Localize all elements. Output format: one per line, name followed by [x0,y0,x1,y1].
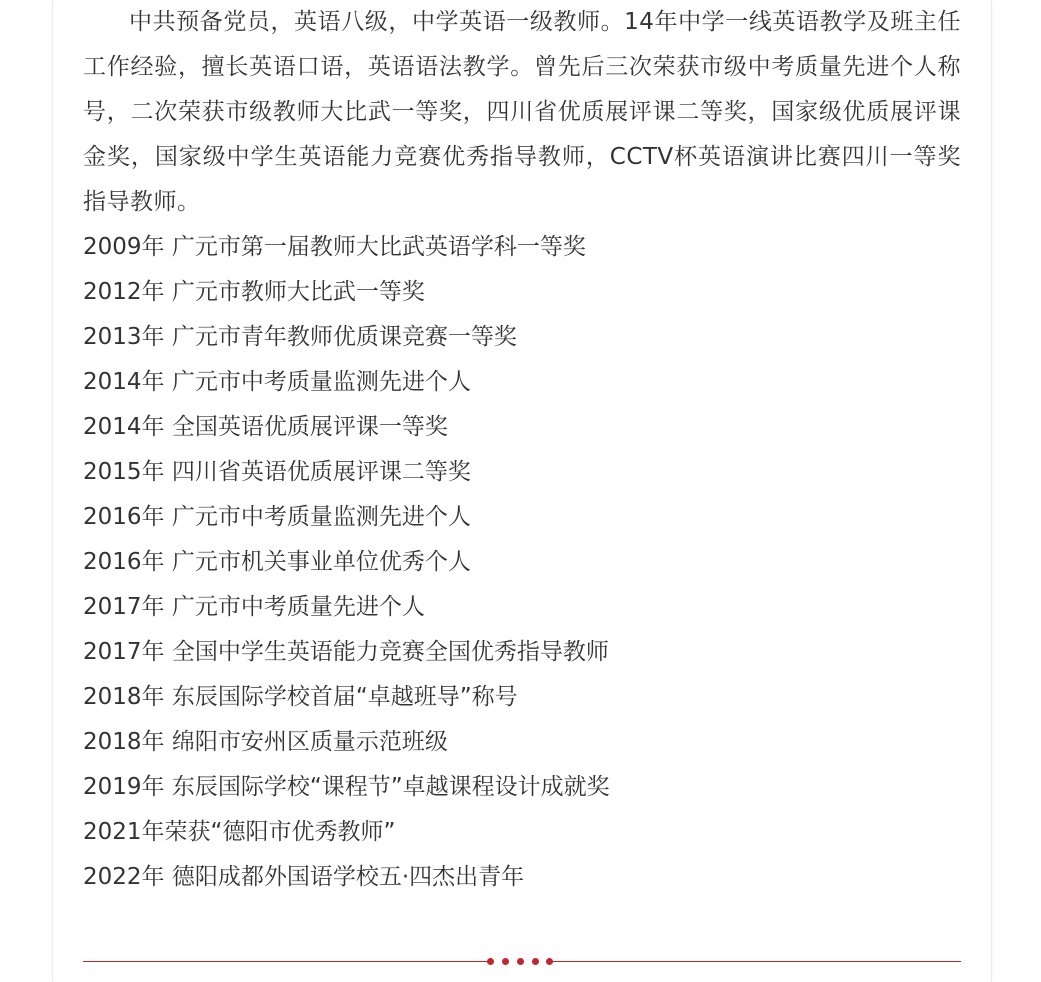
award-item: 2014年 全国英语优质展评课一等奖 [83,414,448,440]
award-item: 2019年 东辰国际学校“课程节”卓越课程设计成就奖 [83,774,610,800]
divider-dot-icon [502,958,509,965]
awards-list [83,225,961,900]
intro-paragraph: 中共预备党员，英语八级，中学英语一级教师。14年中学一线英语教学及班主任工作经验，擅长英语口语，英语语法教学。曾先后三次荣获市级中考质量先进个人称号，二次荣获市级教师大比武一等奖，四川省优质展评课二等奖，国家级优质展评课金奖，国家级中学生英语能力竞赛优秀指导教师，CCTV杯英语演讲比赛四川一等奖指导教师。 [83,9,961,215]
divider-line-right [551,961,961,962]
divider-dot-icon [517,958,524,965]
divider-dot-icon [487,958,494,965]
award-item: 2017年 全国中学生英语能力竞赛全国优秀指导教师 [83,639,609,665]
article-page [52,0,992,982]
divider-line-left [83,961,487,962]
award-item: 2022年 德阳成都外国语学校五·四杰出青年 [83,864,525,890]
award-item: 2009年 广元市第一届教师大比武英语学科一等奖 [83,234,586,260]
award-item: 2013年 广元市青年教师优质课竞赛一等奖 [83,324,517,350]
article-content [83,0,961,900]
award-item: 2016年 广元市机关事业单位优秀个人 [83,549,471,575]
award-item: 2014年 广元市中考质量监测先进个人 [83,369,471,395]
award-item: 2021年荣获“德阳市优秀教师” [83,819,396,845]
award-item: 2016年 广元市中考质量监测先进个人 [83,504,471,530]
award-item: 2018年 绵阳市安州区质量示范班级 [83,729,448,755]
award-item: 2015年 四川省英语优质展评课二等奖 [83,459,471,485]
divider-dot-icon [532,958,539,965]
award-item: 2018年 东辰国际学校首届“卓越班导”称号 [83,684,518,710]
award-item: 2017年 广元市中考质量先进个人 [83,594,425,620]
section-divider [83,954,961,970]
award-item: 2012年 广元市教师大比武一等奖 [83,279,425,305]
